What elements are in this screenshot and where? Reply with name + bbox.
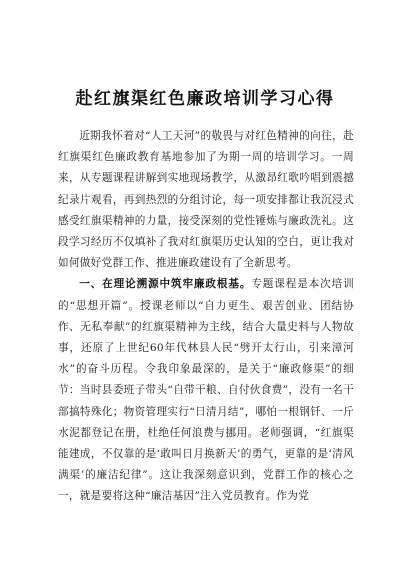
- section-one-heading: 一、在理论溯源中筑牢廉政根基。: [79, 278, 252, 291]
- paragraph-intro: [58, 126, 354, 274]
- paragraph-intro-text: 近期我怀着对“人工天河”的敬畏与对红色精神的向往，赴红旗渠红色廉政教育基地参加了为期一周的培训学习。一周来，从专题课程讲解到实地现场教学，从激昂红歌吟唱到震撼纪录片观看，再到热烈的分组讨论，每一项安排都让我沉浸式感受红旗渠精神的力量，接受深刻的党性锤炼与廉政洗礼。这段学习经历不仅填补了我对红旗渠历史认知的空白，更让我对如何做好党群工作、推进廉政建设有了全新思考。: [58, 130, 354, 270]
- document-body: [58, 126, 354, 508]
- paragraph-section-one: [58, 274, 354, 507]
- document-title: 赴红旗渠红色廉政培训学习心得: [75, 89, 335, 109]
- section-one-text: 专题课程是本次培训的“思想开篇”。授课老师以“自力更生、艰苦创业、团结协作、无私奉献”的红旗渠精神为主线，结合大量史料与人物故事，还原了上世纪60年代林县人民“劈开太行山，引来漳河水”的奋斗历程。令我印象最深的，是关于“廉政修渠”的细节：当时县委班子带头“自带干粮、自付伙食费”，没有一名干部搞特殊化；物资管理实行“日清月结”，哪怕一根钢钎、一斤水泥都登记在册，杜绝任何浪费与挪用。老师强调，“红旗渠能建成，不仅靠的是‘敢叫日月换新天’的勇气，更靠的是‘清风满渠’的廉洁纪律”。这让我深刻意识到，党群工作的核心之一，就是要将这种“廉洁基因”注入党员教育。作为党: [58, 278, 355, 503]
